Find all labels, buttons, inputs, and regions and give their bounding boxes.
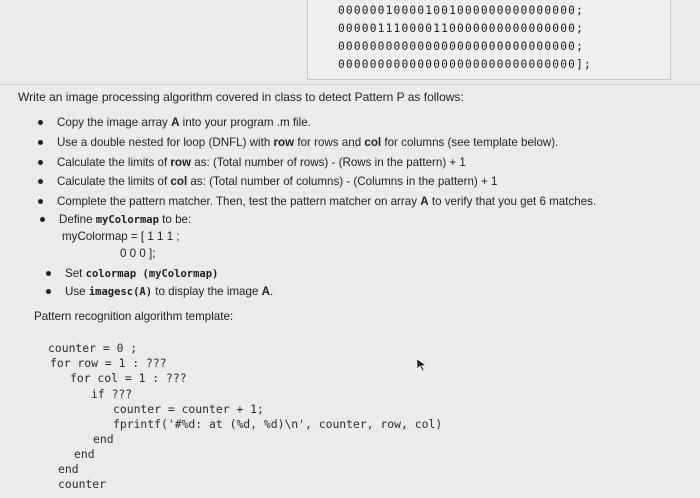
colormap-line: 0 0 0 ]; xyxy=(120,247,156,260)
code-line: end xyxy=(74,447,95,461)
list-item: Complete the pattern matcher. Then, test the pattern matcher on array A to verify that you get 6 matches. xyxy=(38,195,596,208)
code-line: if ??? xyxy=(91,387,133,401)
code-line: counter = 0 ; xyxy=(48,341,138,355)
list-item: Define myColormap to be: xyxy=(40,213,191,226)
divider xyxy=(0,84,700,85)
code-line: counter xyxy=(58,477,107,491)
code-line: counter = counter + 1; xyxy=(113,402,264,416)
bullet-icon xyxy=(38,160,43,165)
list-item: Use imagesc(A) to display the image A. xyxy=(46,285,273,298)
code-line: for col = 1 : ??? xyxy=(70,371,187,385)
list-item: Calculate the limits of row as: (Total number of rows) - (Rows in the pattern) + 1 xyxy=(38,156,466,169)
intro-text: Write an image processing algorithm covered in class to detect Pattern P as follows: xyxy=(18,90,464,104)
matrix-code-box xyxy=(307,0,671,80)
matrix-row: 000000000000000000000000000000; xyxy=(338,40,584,53)
bullet-icon xyxy=(46,271,51,276)
list-item: Calculate the limits of col as: (Total number of columns) - (Columns in the pattern) + 1 xyxy=(38,175,497,188)
matrix-row: 000000000000000000000000000000]; xyxy=(338,58,592,71)
colormap-line: myColormap = [ 1 1 1 ; xyxy=(62,230,180,243)
matrix-row: 000000100001001000000000000000; xyxy=(338,4,584,17)
bullet-icon xyxy=(40,217,45,222)
code-line: for row = 1 : ??? xyxy=(50,356,167,370)
template-title: Pattern recognition algorithm template: xyxy=(34,310,234,323)
bullet-icon xyxy=(38,179,43,184)
bullet-icon xyxy=(38,120,43,125)
bullet-icon xyxy=(38,199,43,204)
code-line: end xyxy=(93,432,114,446)
cursor-arrow-icon xyxy=(416,358,428,372)
bullet-icon xyxy=(38,140,43,145)
list-item: Set colormap (myColormap) xyxy=(46,267,218,280)
code-line: fprintf('#%d: at (%d, %d)\n', counter, row, col) xyxy=(113,417,443,431)
matrix-row: 000001110000110000000000000000; xyxy=(338,22,584,35)
bullet-icon xyxy=(46,289,51,294)
list-item: Copy the image array A into your program .m file. xyxy=(38,116,311,129)
code-line: end xyxy=(58,462,79,476)
list-item: Use a double nested for loop (DNFL) with row for rows and col for columns (see template below). xyxy=(38,136,558,149)
